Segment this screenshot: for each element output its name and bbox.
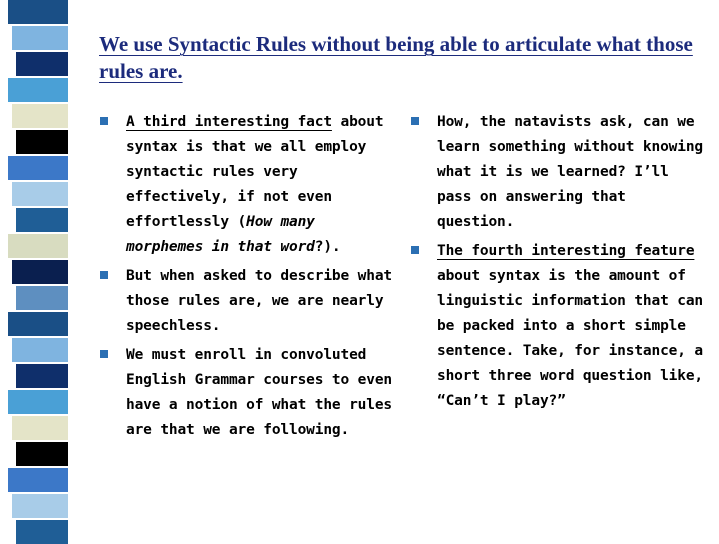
- stripe-band: [8, 390, 68, 414]
- stripe-band: [8, 78, 68, 102]
- text-run: But when asked to describe what those rules are, we are nearly speechless.: [126, 268, 392, 334]
- square-bullet-icon: [100, 117, 108, 125]
- square-bullet-icon: [411, 246, 419, 254]
- stripe-band: [8, 312, 68, 336]
- bullet-item: [407, 110, 707, 235]
- stripe-band: [12, 260, 68, 284]
- stripe-band: [16, 130, 68, 154]
- italic-phrase: How many morphemes in that word: [126, 214, 315, 255]
- left-column: [96, 110, 396, 447]
- decorative-stripe: [0, 0, 80, 539]
- bullet-item: [96, 110, 396, 260]
- bullet-text: [437, 239, 707, 414]
- stripe-band: [16, 286, 68, 310]
- stripe-band: [12, 416, 68, 440]
- square-bullet-icon: [100, 271, 108, 279]
- stripe-band: [12, 26, 68, 50]
- stripe-band: [16, 208, 68, 232]
- stripe-band: [12, 182, 68, 206]
- stripe-band: [16, 442, 68, 466]
- underlined-phrase: A third interesting fact: [126, 114, 332, 130]
- bullet-text: [126, 264, 396, 339]
- text-run: about syntax is that we all employ syntactic rules very effectively, if not even effortlessly (: [126, 114, 384, 230]
- bullet-text: [126, 110, 396, 260]
- stripe-band: [16, 520, 68, 544]
- slide-title: We use Syntactic Rules without being able to articulate what those rules are.: [99, 32, 693, 83]
- bullet-text: [126, 343, 396, 443]
- stripe-band: [12, 104, 68, 128]
- stripe-band: [12, 494, 68, 518]
- stripe-band: [16, 364, 68, 388]
- text-run: about syntax is the amount of linguistic information that can be packed into a short simple sentence. Take, for instance, a short three word question like, “Can’t I play?”: [437, 268, 703, 409]
- text-run: How, the natavists ask, can we learn something without knowing what it is we learned? I’ll pass on answering that question.: [437, 114, 703, 230]
- right-column: [407, 110, 707, 418]
- bullet-item: [96, 264, 396, 339]
- stripe-band: [8, 234, 68, 258]
- text-run: ?).: [314, 239, 341, 255]
- stripe-band: [12, 338, 68, 362]
- bullet-text: [437, 110, 707, 235]
- square-bullet-icon: [100, 350, 108, 358]
- stripe-band: [8, 0, 68, 24]
- square-bullet-icon: [411, 117, 419, 125]
- underlined-phrase: The fourth interesting feature: [437, 243, 695, 259]
- text-run: We must enroll in convoluted English Grammar courses to even have a notion of what the rules are that we are following.: [126, 347, 392, 438]
- stripe-band: [8, 468, 68, 492]
- bullet-item: [407, 239, 707, 414]
- stripe-band: [8, 156, 68, 180]
- bullet-item: [96, 343, 396, 443]
- stripe-band: [16, 52, 68, 76]
